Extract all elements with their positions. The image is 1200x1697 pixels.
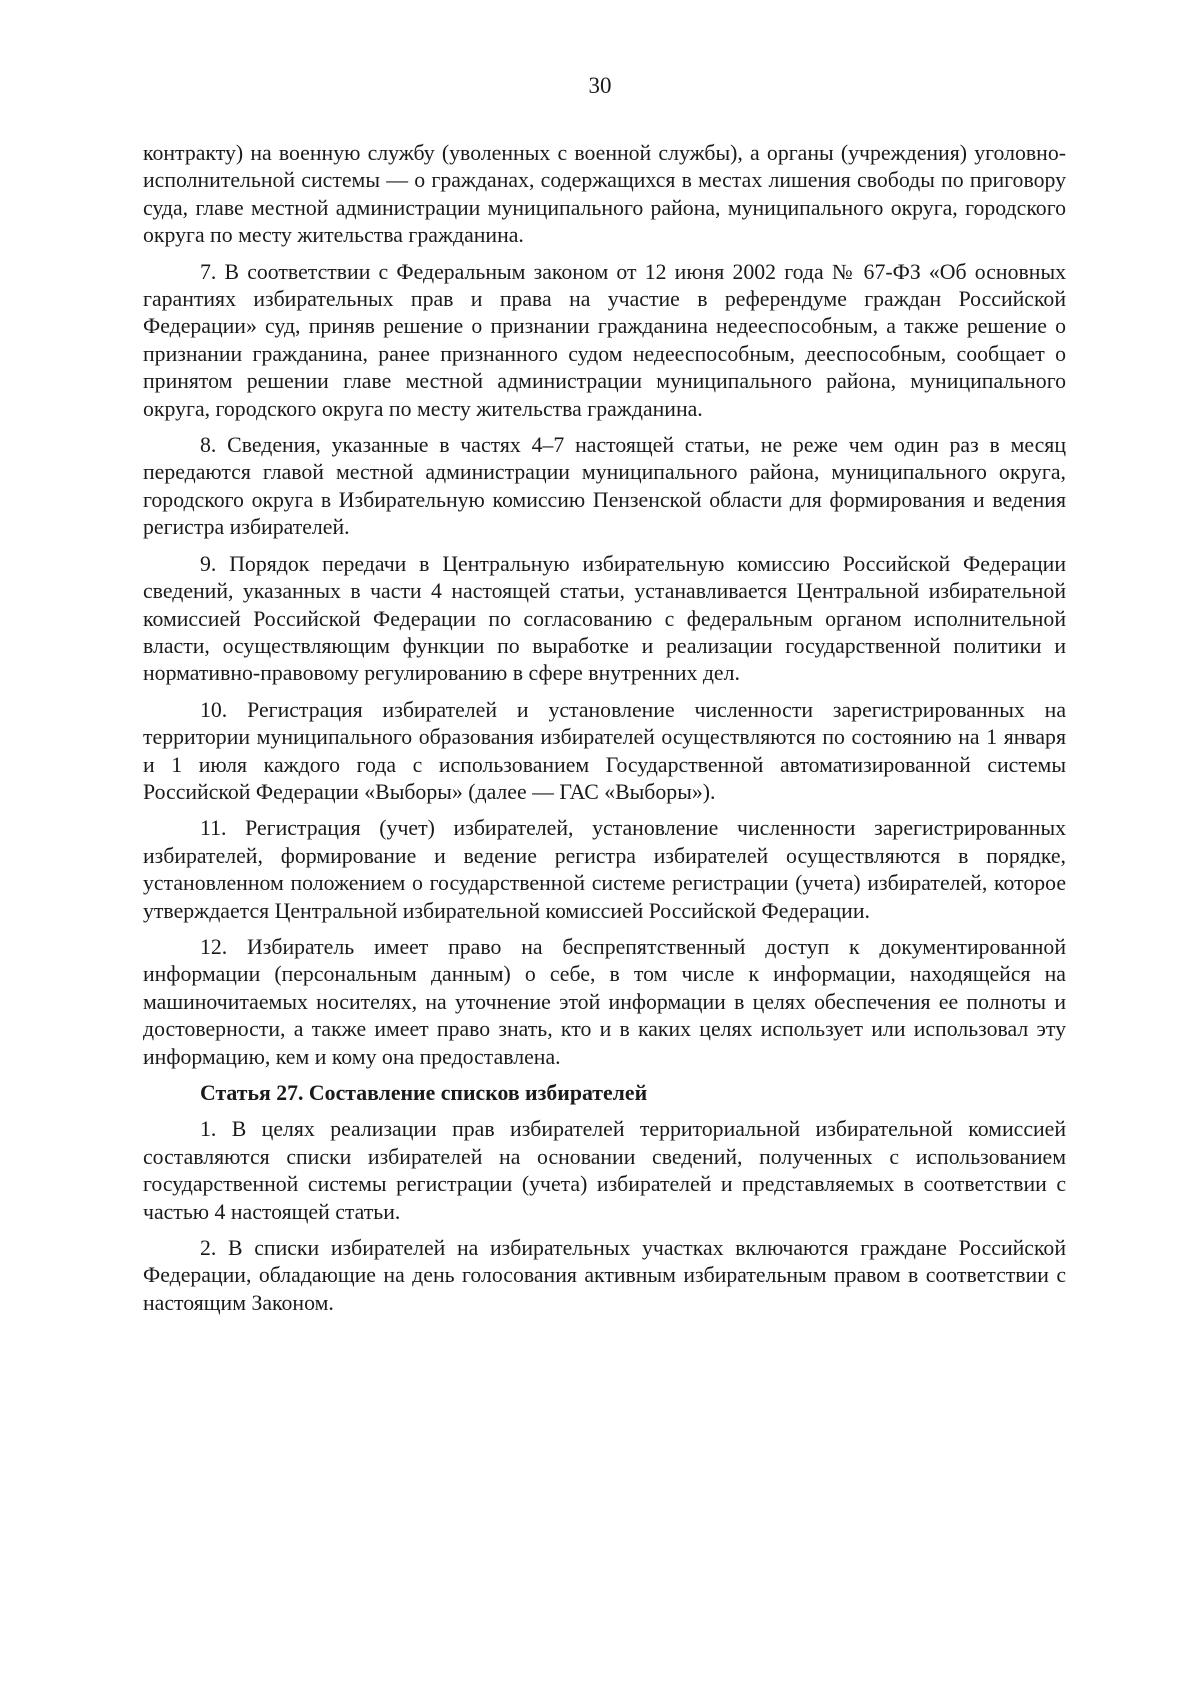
paragraph-continuation: контракту) на военную службу (уволенных с военной службы), а органы (учреждения) уголовно-исполнительной системы — о гражданах, содержащихся в местах лишения свободы по приговору суда, главе местной администрации муниципального района, муниципального округа, городского округа по месту жительства гражданина. — [143, 141, 1066, 248]
paragraph-part-11: 11. Регистрация (учет) избирателей, установление численности зарегистрированных избирателей, формирование и ведение регистра избирателей осуществляются в порядке, установленном положением о государственной системе регистрации (учета) избирателей, которое утверждается Центральной избирательной комиссией Российской Федерации. — [143, 816, 1066, 923]
paragraph-part-10: 10. Регистрация избирателей и установление численности зарегистрированных на территории муниципального образования избирателей осуществляются по состоянию на 1 января и 1 июля каждого года с использованием Государственной автоматизированной системы Российской Федерации «Выборы» (далее — ГАС «Выборы»). — [143, 697, 1066, 804]
paragraph-part-8: 8. Сведения, указанные в частях 4–7 настоящей статьи, не реже чем один раз в месяц передаются главой местной администрации муниципального района, муниципального округа, городского округа в Избирательную комиссию Пензенской области для формирования и ведения регистра избирателей. — [143, 433, 1066, 540]
article-27-part-2: 2. В списки избирателей на избирательных участках включаются граждане Российской Федерации, обладающие на день голосования активным избирательным правом в соответствии с настоящим Законом. — [143, 1236, 1066, 1315]
paragraph-part-9: 9. Порядок передачи в Центральную избирательную комиссию Российской Федерации сведений, указанных в части 4 настоящей статьи, устанавливается Центральной избирательной комиссией Российской Федерации по согласованию с федеральным органом исполнительной власти, осуществляющим функции по выработке и реализации государственной политики и нормативно-правовому регулированию в сфере внутренних дел. — [143, 551, 1066, 686]
page-number: 30 — [588, 73, 612, 98]
article-heading: Статья 27. Составление списков избирателей — [200, 1081, 648, 1105]
article-27-part-1: 1. В целях реализации прав избирателей территориальной избирательной комиссией составляются списки избирателей на основании сведений, полученных с использованием государственной системы регистрации (учета) избирателей и представляемых в соответствии с частью 4 настоящей статьи. — [143, 1117, 1066, 1224]
document-body — [143, 140, 1066, 1326]
paragraph-part-12: 12. Избиратель имеет право на беспрепятственный доступ к документированной информации (персональным данным) о себе, в том числе к информации, находящейся на машиночитаемых носителях, на уточнение этой информации в целях обеспечения ее полноты и достоверности, а также имеет право знать, кто и в каких целях использует или использовал эту информацию, кем и кому она предоставлена. — [143, 934, 1066, 1069]
paragraph-part-7: 7. В соответствии с Федеральным законом от 12 июня 2002 года № 67-ФЗ «Об основных гарантиях избирательных прав и права на участие в референдуме граждан Российской Федерации» суд, приняв решение о признании гражданина недееспособным, а также решение о признании гражданина, ранее признанного судом недееспособным, дееспособным, сообщает о принятом решении главе местной администрации муниципального района, муниципального округа, городского округа по месту жительства гражданина. — [143, 259, 1066, 421]
